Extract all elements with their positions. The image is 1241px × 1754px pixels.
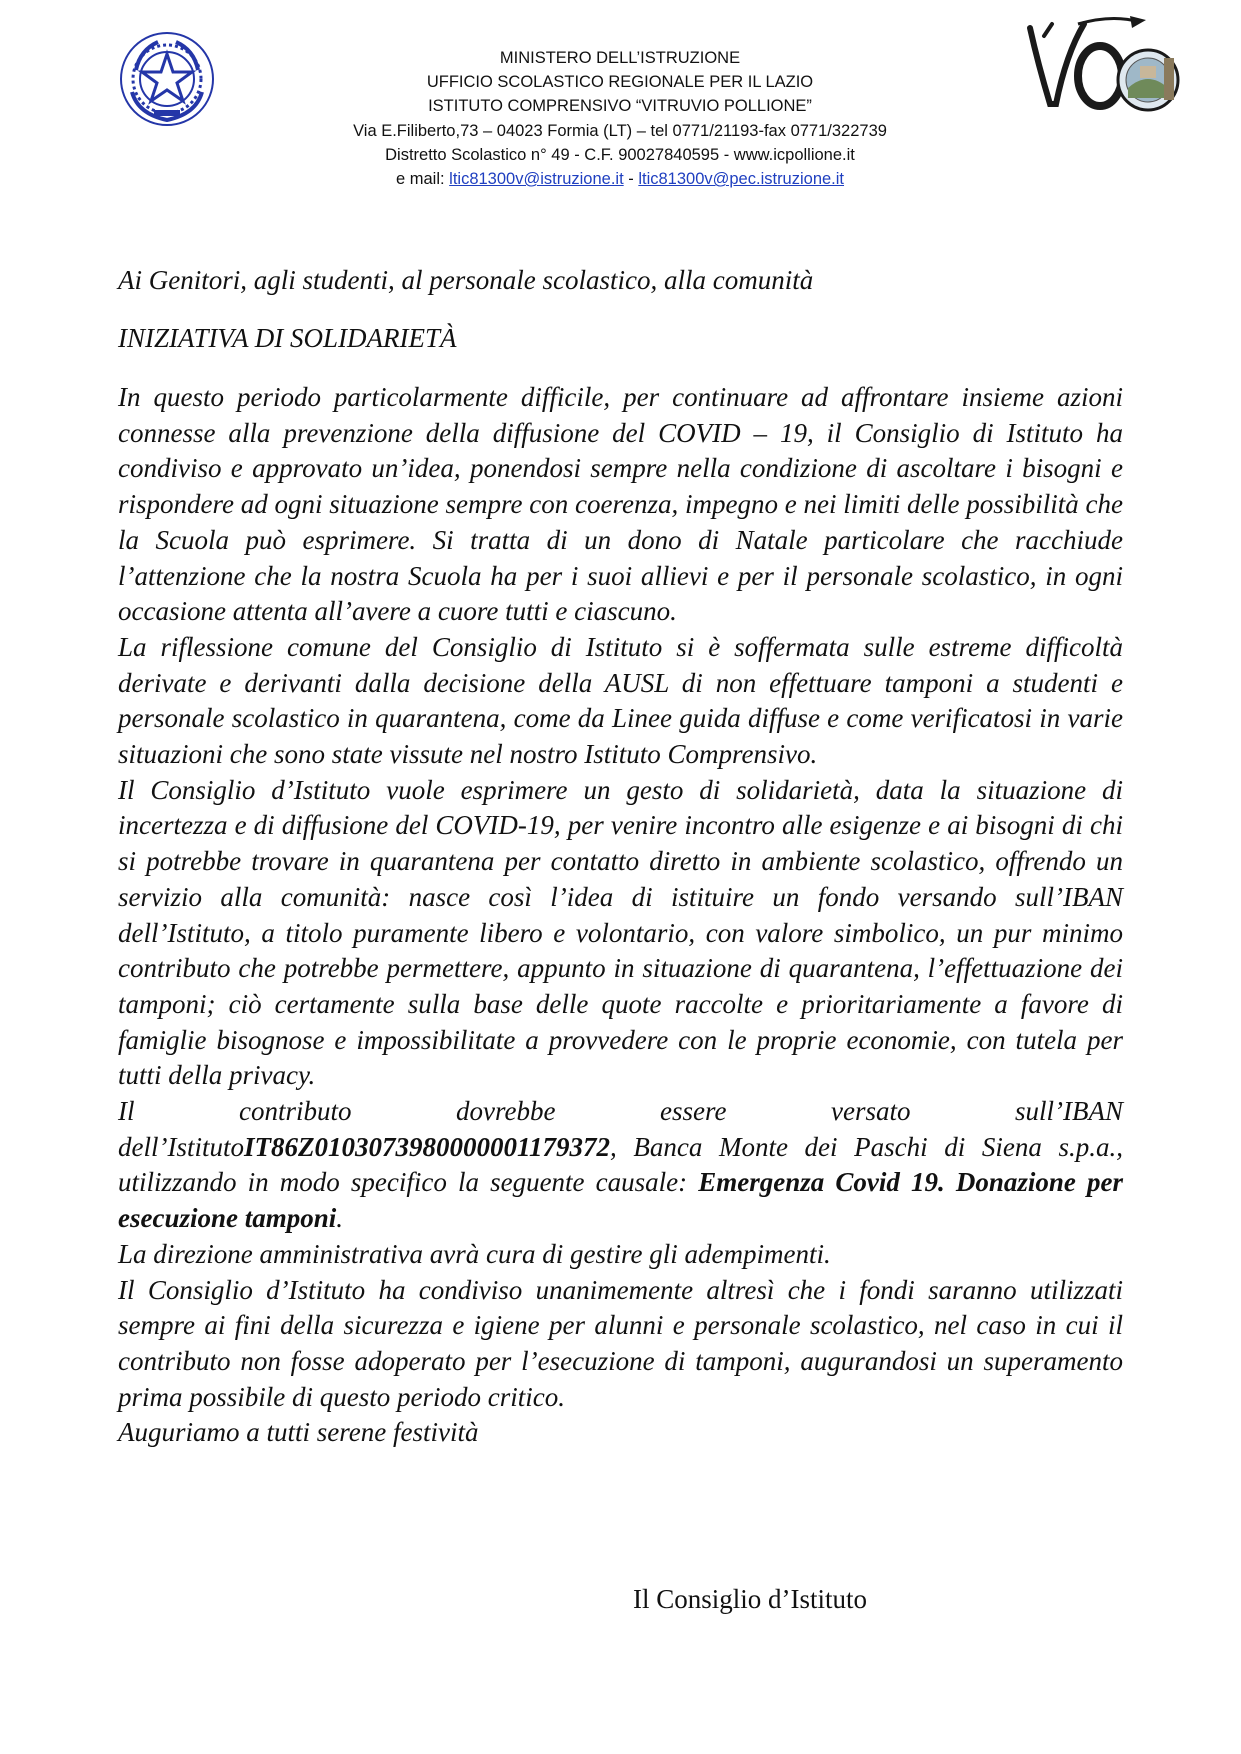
regional-office-line: UFFICIO SCOLASTICO REGIONALE PER IL LAZIO xyxy=(426,73,814,92)
email-separator: - xyxy=(623,170,639,189)
italian-republic-emblem-icon xyxy=(118,30,216,128)
signature: Il Consiglio d’Istituto xyxy=(633,1584,868,1614)
addressee-line: Ai Genitori, agli studenti, al personale scolastico, alla comunità xyxy=(118,265,814,295)
school-logo-icon xyxy=(1022,14,1182,124)
iban-intro-text: Il contributo dovrebbe essere versato sull’IBAN dell’Istituto xyxy=(118,1096,1123,1162)
email-link-pec[interactable]: ltic81300v@pec.istruzione.it xyxy=(638,170,845,189)
email-line xyxy=(240,167,1000,191)
district-line: Distretto Scolastico n° 49 - C.F. 90027840595 - www.icpollione.it xyxy=(385,145,855,164)
letter-title: INIZIATIVA DI SOLIDARIETÀ xyxy=(118,323,457,353)
letter-content xyxy=(118,262,1123,1451)
bank-text: , Banca Monte dei Paschi di Siena s.p.a., utilizzando in modo specifico la seguente causale: xyxy=(118,1131,1123,1198)
email-prefix: e mail: xyxy=(395,170,450,189)
school-address-block xyxy=(240,46,1000,191)
iban-end-punctuation: . xyxy=(336,1203,344,1234)
email-link-istruzione[interactable]: ltic81300v@istruzione.it xyxy=(449,170,624,189)
paragraph-funds-use: Il Consiglio d’Istituto ha condiviso unanimemente altresì che i fondi saranno utilizzati sempre ai fini della sicurezza e igiene per alunni e personale scolastico, nel caso in cui il contributo non fosse adoperato per l’esecuzione di tamponi, augurandosi un superamento prima possibile di questo periodo critico. xyxy=(118,1274,1123,1412)
letterhead xyxy=(0,0,1241,200)
letter-body xyxy=(118,380,1123,1451)
ministry-line: MINISTERO DELL’ISTRUZIONE xyxy=(499,49,741,67)
paragraph-administration: La direzione amministrativa avrà cura di gestire gli adempimenti. xyxy=(118,1238,831,1269)
iban-code: IT86Z0103073980000001179372 xyxy=(243,1131,610,1162)
paragraph-greetings: Auguriamo a tutti serene festività xyxy=(118,1417,479,1448)
paragraph-intro: In questo periodo particolarmente difficile, per continuare ad affrontare insieme azioni connesse alla prevenzione della diffusione del COVID – 19, il Consiglio di Istituto ha condiviso e approvato un’idea, ponendosi sempre nella condizione di ascoltare i bisogni e rispondere ad ogni situazione sempre con coerenza, impegno e nei limiti delle possibilità che la Scuola può esprimere. Si tratta di un dono di Natale particolare che racchiude l’attenzione che la nostra Scuola ha per i suoi allievi e per il personale scolastico, in ogni occasione attenta all’avere a cuore tutti e ciascuno. xyxy=(118,382,1123,627)
school-name-line: ISTITUTO COMPRENSIVO “VITRUVIO POLLIONE” xyxy=(428,97,812,116)
paragraph-reflection: La riflessione comune del Consiglio di Istituto si è soffermata sulle estreme difficoltà derivate e derivanti dalla decisione della AUSL di non effettuare tamponi a studenti e personale scolastico in quarantena, come da Linee guida diffuse e come verificatosi in varie situazioni che sono state vissute nel nostro Istituto Comprensivo. xyxy=(118,631,1123,770)
paragraph-solidarity: Il Consiglio d’Istituto vuole esprimere un gesto di solidarietà, data la situazione di incertezza e di diffusione del COVID-19, per venire incontro alle esigenze e ai bisogni di chi si potrebbe trovare in quarantena per contatto diretto in ambiente scolastico, offrendo un servizio alla comunità: nasce così l’idea di istituire un fondo versando sull’IBAN dell’Istituto, a titolo puramente libero e volontario, con valore simbolico, un pur minimo contributo che potrebbe permettere, appunto in situazione di quarantena, l’effettuazione dei tamponi; ciò certamente sulla base delle quote raccolte e prioritariamente a favore di famiglie bisognose e impossibilitate a provvedere con le proprie economie, con tutela per tutti della privacy. xyxy=(118,774,1123,1091)
paragraph-iban xyxy=(118,1094,1123,1237)
payment-reason: Emergenza Covid 19. Donazione per esecuzione tamponi xyxy=(118,1167,1123,1234)
address-line: Via E.Filiberto,73 – 04023 Formia (LT) – tel 0771/21193-fax 0771/322739 xyxy=(353,121,887,140)
